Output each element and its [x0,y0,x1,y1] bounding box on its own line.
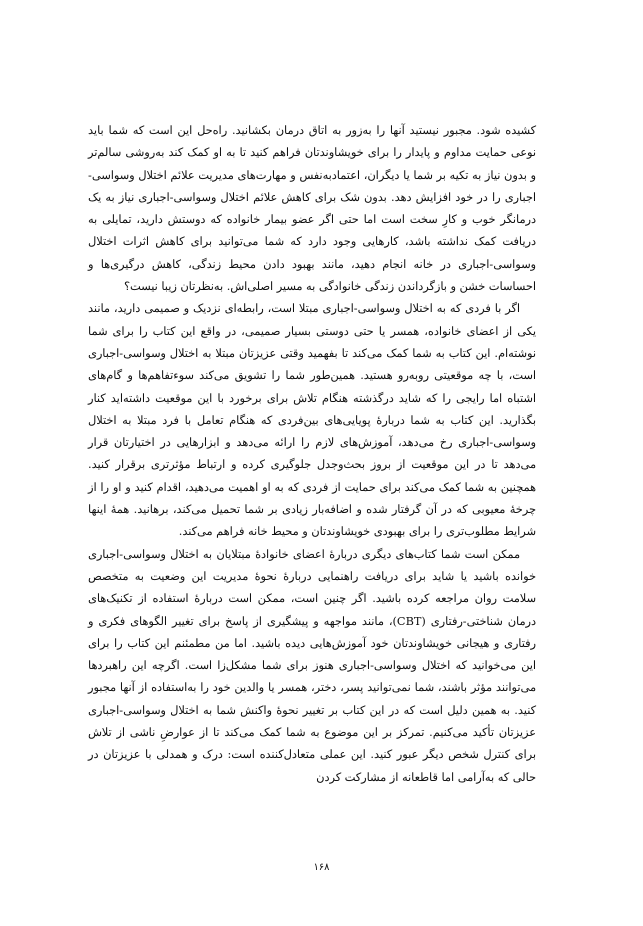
paragraph-1: کشیده شود. مجبور نیستید آنها را بەزور به اتاق درمان بکشانید. راه‌حل این است که شما باید نوعی حمایت مداوم و پایدار را برای خویشاوندتان فراهم کنید تا به او کمک کند به‌روشی سالم‌تر و بدون نیاز به تکیه بر شما یا دیگران، اعتمادبه‌نفس و مهارت‌های مدیریت علائم اختلال وسواسی-اجباری را در خود افزایش دهد. بدون شک برای کاهش علائم اختلال وسواسی-اجباری نیاز به یک درمانگر خوب و کارِ سخت است اما حتی اگر عضو بیمار خانواده که دوستش دارید، تمایلی به دریافت کمک نداشته باشد، کارهایی وجود دارد که شما می‌توانید برای کاهش اثرات اختلال وسواسی-اجباری در خانه انجام دهید، مانند بهبود دادن محیط زندگی، کاهش درگیری‌ها و احساسات خشن و بازگرداندن زندگی خانوادگی به مسیر اصلی‌اش. به‌نظرتان زیبا نیست؟ [88,124,536,294]
page-number: ۱۶۸ [313,862,330,873]
paragraph-2: اگر با فردی که به اختلال وسواسی-اجباری مبتلا است، رابطه‌ای نزدیک و صمیمی دارید، مانند یکی از اعضای خانواده، همسر یا حتی دوستی بسیار صمیمی، در واقع این کتاب را برای شما نوشته‌ام. این کتاب به شما کمک می‌کند تا بفهمید وقتی عزیزتان مبتلا به اختلال وسواسی-اجباری است، با چه موقعیتی روبه‌رو هستید. همین‌طور شما را تشویق می‌کند سوءتفاهم‌ها و گام‌های اشتباه اما رایجی را که شاید درگذشته هنگام تلاش برای برخورد با این موقعیت داشته‌اید کنار بگذارید. این کتاب به شما دربارهٔ پویایی‌های بین‌فردی که هنگام تعامل با فرد مبتلا به اختلال وسواسی-اجباری رخ می‌دهد، آموزش‌های لازم را ارائه می‌دهد و ابزارهایی در اختیارتان قرار می‌دهد تا در این موقعیت از بروز بحث‌وجدل جلوگیری کرده و ارتباط مؤثرتری برقرار کنید. همچنین به شما کمک می‌کند برای حمایت از فردی که به او اهمیت می‌دهید، اقدام کنید و او را از چرخهٔ معیوبی که در آن گرفتار شده و اضافه‌بار زیادی بر شما تحمیل می‌کند، برهانید. همهٔ اینها شرایط مطلوب‌تری را برای بهبودی خویشاوندتان و محیط خانه فراهم می‌کند. [88,302,536,539]
body-text [88,120,536,789]
paragraph-3: ممکن است شما کتاب‌های دیگری دربارهٔ اعضای خانوادهٔ مبتلایان به اختلال وسواسی-اجباری خوانده باشید یا شاید برای دریافت راهنمایی دربارهٔ نحوهٔ مدیریت این وضعیت به متخصص سلامت روان مراجعه کرده باشید. اگر چنین است، ممکن است دربارهٔ استفاده از تکنیک‌های درمان شناختی-رفتاری (CBT)، مانند مواجهه و پیشگیری از پاسخ برای تغییر الگوهای فکری و رفتاری و هیجانی خویشاوندتان خود آموزش‌هایی دیده باشید. اما من مطمئنم این کتاب را برای این می‌خوانید که اختلال وسواسی-اجباری هنوز برای شما مشکل‌زا است. اگرچه این راهبردها می‌توانند مؤثر باشند، شما نمی‌توانید پسر، دختر، همسر یا والدین خود را به‌استفاده از آنها مجبور کنید. به همین دلیل است که در این کتاب بر تغییر نحوهٔ واکنش شما به اختلال وسواسی-اجباری عزیزتان تأکید می‌کنیم. تمرکز بر این موضوع به شما کمک می‌کند تا از عوارضِ ناشی از تلاش برای کنترل شخص دیگر عبور کنید. این عملی متعادل‌کننده است: درک و همدلی با عزیزتان در حالی که به‌آرامی اما قاطعانه از مشارکت کردن [88,547,536,784]
